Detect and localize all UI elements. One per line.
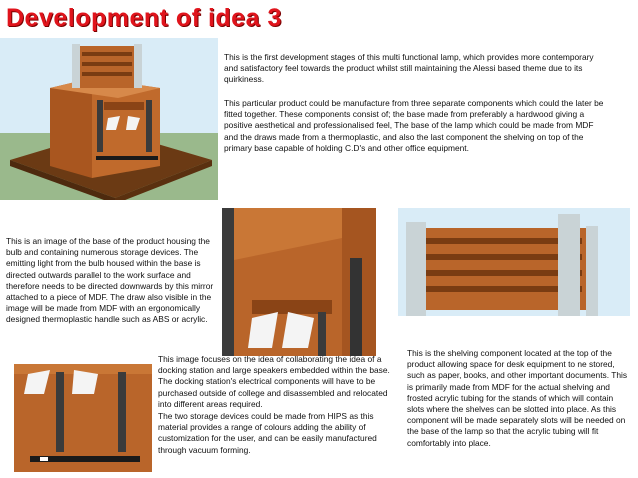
page-title: Development of idea 3 xyxy=(6,4,282,32)
intro-paragraph-2: This particular product could be manufacture from three separate components which could the later be fitted together. These components consist of; the base made from preferably a hardwood giving a positive aesthetical and professionalised feel, The base of the lamp which could be made from MDF and the draws made from a thermoplastic, and also the last component the shelving on top of the primary base capable of holding C.D's and other office equipment. xyxy=(224,98,604,153)
docking-caption-2: The two storage devices could be made from HIPS as this material provides a range of colours adding the ability of customization for the user, and can be easily manufactured through vacuum forming. xyxy=(158,411,377,455)
base-caption: This is an image of the base of the product housing the bulb and containing numerous storage devices. The emitting light from the bulb housed within the base is directed outwards parallel to the work surface and therefore needs to be directed downwards by this mirror attached to a piece of MDF. The draw also visible in the image will be made from MDF with an ergonomically designed thermoplastic handle such as ABS or acrylic. xyxy=(6,236,214,325)
lamp-render-docking xyxy=(14,364,152,472)
lamp-render-main xyxy=(0,38,218,200)
lamp-render-base-closeup xyxy=(222,208,376,356)
intro-paragraph-1: This is the first development stages of this multi functional lamp, which provides more contemporary and satisfactory feel towards the product whilst still maintaining the Alessi based theme due to its quirkiness. xyxy=(224,52,594,85)
docking-caption-1: This image focuses on the idea of collaborating the idea of a docking station and large speakers embedded within the base. The docking station's electrical components will have to be purchased outside of college and disassembled and relocated into different areas required. xyxy=(158,354,390,409)
lamp-render-shelving xyxy=(398,208,630,316)
shelving-caption: This is the shelving component located at the top of the product allowing space for desk equipment to ne stored, such as paper, books, and other important documents. This is primarily made from MDF for the actual shelving and frosted acrylic tubing for the stands of which will contain slots where the shelves can be slotted into place. As this component will be made separately slots will be needed on the base of the lamp so that the acrylic tubing will fit comfortably into place. xyxy=(407,348,628,448)
